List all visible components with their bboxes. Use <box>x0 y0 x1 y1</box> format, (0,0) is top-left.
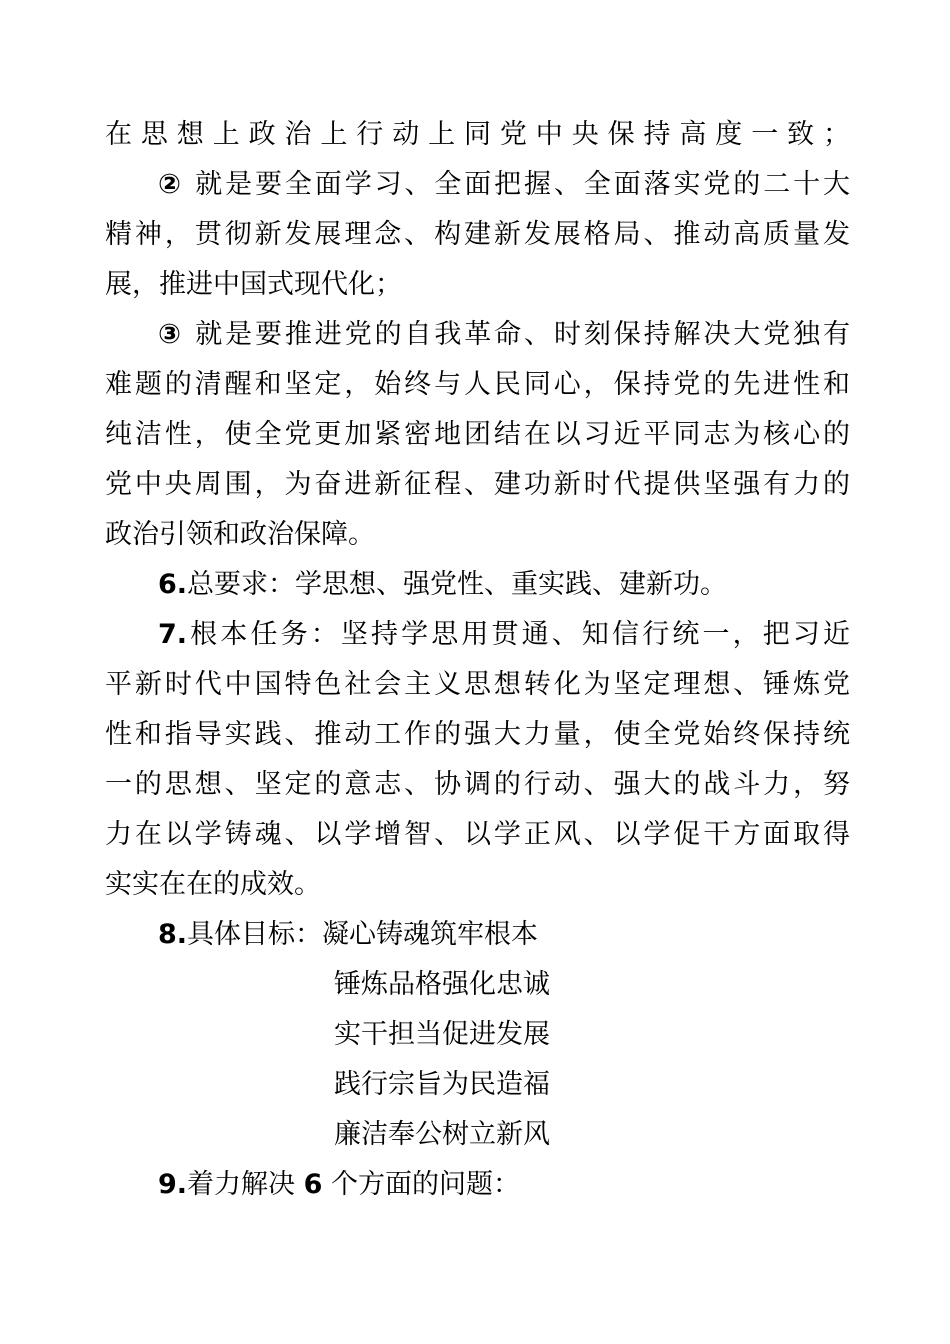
line-text: 着力解决 <box>187 1169 296 1200</box>
goal-line <box>334 1010 634 1060</box>
paragraph-line <box>105 460 850 510</box>
item-count: 6 <box>303 1169 323 1200</box>
line-text: 政治引领和政治保障。 <box>105 519 375 550</box>
goal-line <box>334 960 634 1010</box>
line-text: 纯洁性，使全党更加紧密地团结在以习近平同志为核心的 <box>105 419 850 450</box>
goal-line <box>334 1110 634 1160</box>
paragraph-line <box>105 410 850 460</box>
line-text: 在思想上政治上行动上同党中央保持高度一致； <box>105 119 850 150</box>
paragraph-line <box>105 860 850 910</box>
item-number: ③ <box>158 319 184 350</box>
paragraph-line <box>105 510 850 560</box>
paragraph-line <box>105 360 850 410</box>
line-text: 就是要推进党的自我革命、时刻保持解决大党独有 <box>183 319 850 350</box>
line-text: 党中央周围，为奋进新征程、建功新时代提供坚强有力的 <box>105 469 850 500</box>
paragraph-line <box>158 610 850 660</box>
paragraph-line <box>105 760 850 810</box>
paragraph-line <box>158 910 850 960</box>
item-number: 9. <box>158 1169 188 1200</box>
line-text: 根本任务：坚持学思用贯通、知信行统一，把习近 <box>187 619 850 650</box>
line-text: 展，推进中国式现代化； <box>105 269 402 300</box>
line-text: 一的思想、坚定的意志、协调的行动、强大的战斗力，努 <box>105 769 850 800</box>
paragraph-line <box>158 310 850 360</box>
item-number: ② <box>158 169 184 200</box>
line-text: 个方面的问题： <box>331 1169 521 1200</box>
paragraph-line <box>158 1160 850 1210</box>
line-text: 廉洁奉公树立新风 <box>334 1119 550 1150</box>
paragraph-line <box>105 660 850 710</box>
line-text: 践行宗旨为民造福 <box>334 1069 550 1100</box>
paragraph-line <box>158 160 850 210</box>
line-text: 总要求：学思想、强党性、重实践、建新功。 <box>187 569 728 600</box>
line-text: 实实在在的成效。 <box>105 869 321 900</box>
paragraph-line <box>158 560 850 610</box>
line-text: 精神，贯彻新发展理念、构建新发展格局、推动高质量发 <box>105 219 850 250</box>
goal-line <box>334 1060 634 1110</box>
paragraph-line <box>105 710 850 760</box>
line-text: 平新时代中国特色社会主义思想转化为坚定理想、锤炼党 <box>105 669 850 700</box>
paragraph-line <box>105 210 850 260</box>
item-number: 8. <box>158 919 188 950</box>
line-text: 就是要全面学习、全面把握、全面落实党的二十大 <box>183 169 850 200</box>
line-text: 性和指导实践、推动工作的强大力量，使全党始终保持统 <box>105 719 850 750</box>
line-text: 力在以学铸魂、以学增智、以学正风、以学促干方面取得 <box>105 819 850 850</box>
line-text: 难题的清醒和坚定，始终与人民同心，保持党的先进性和 <box>105 369 850 400</box>
paragraph-line <box>105 810 850 860</box>
line-text: 锤炼品格强化忠诚 <box>334 969 550 1000</box>
line-text: 具体目标：凝心铸魂筑牢根本 <box>187 919 539 950</box>
item-number: 7. <box>158 619 188 650</box>
line-text: 实干担当促进发展 <box>334 1019 550 1050</box>
item-number: 6. <box>158 569 188 600</box>
paragraph-line <box>105 110 850 160</box>
paragraph-line <box>105 260 850 310</box>
